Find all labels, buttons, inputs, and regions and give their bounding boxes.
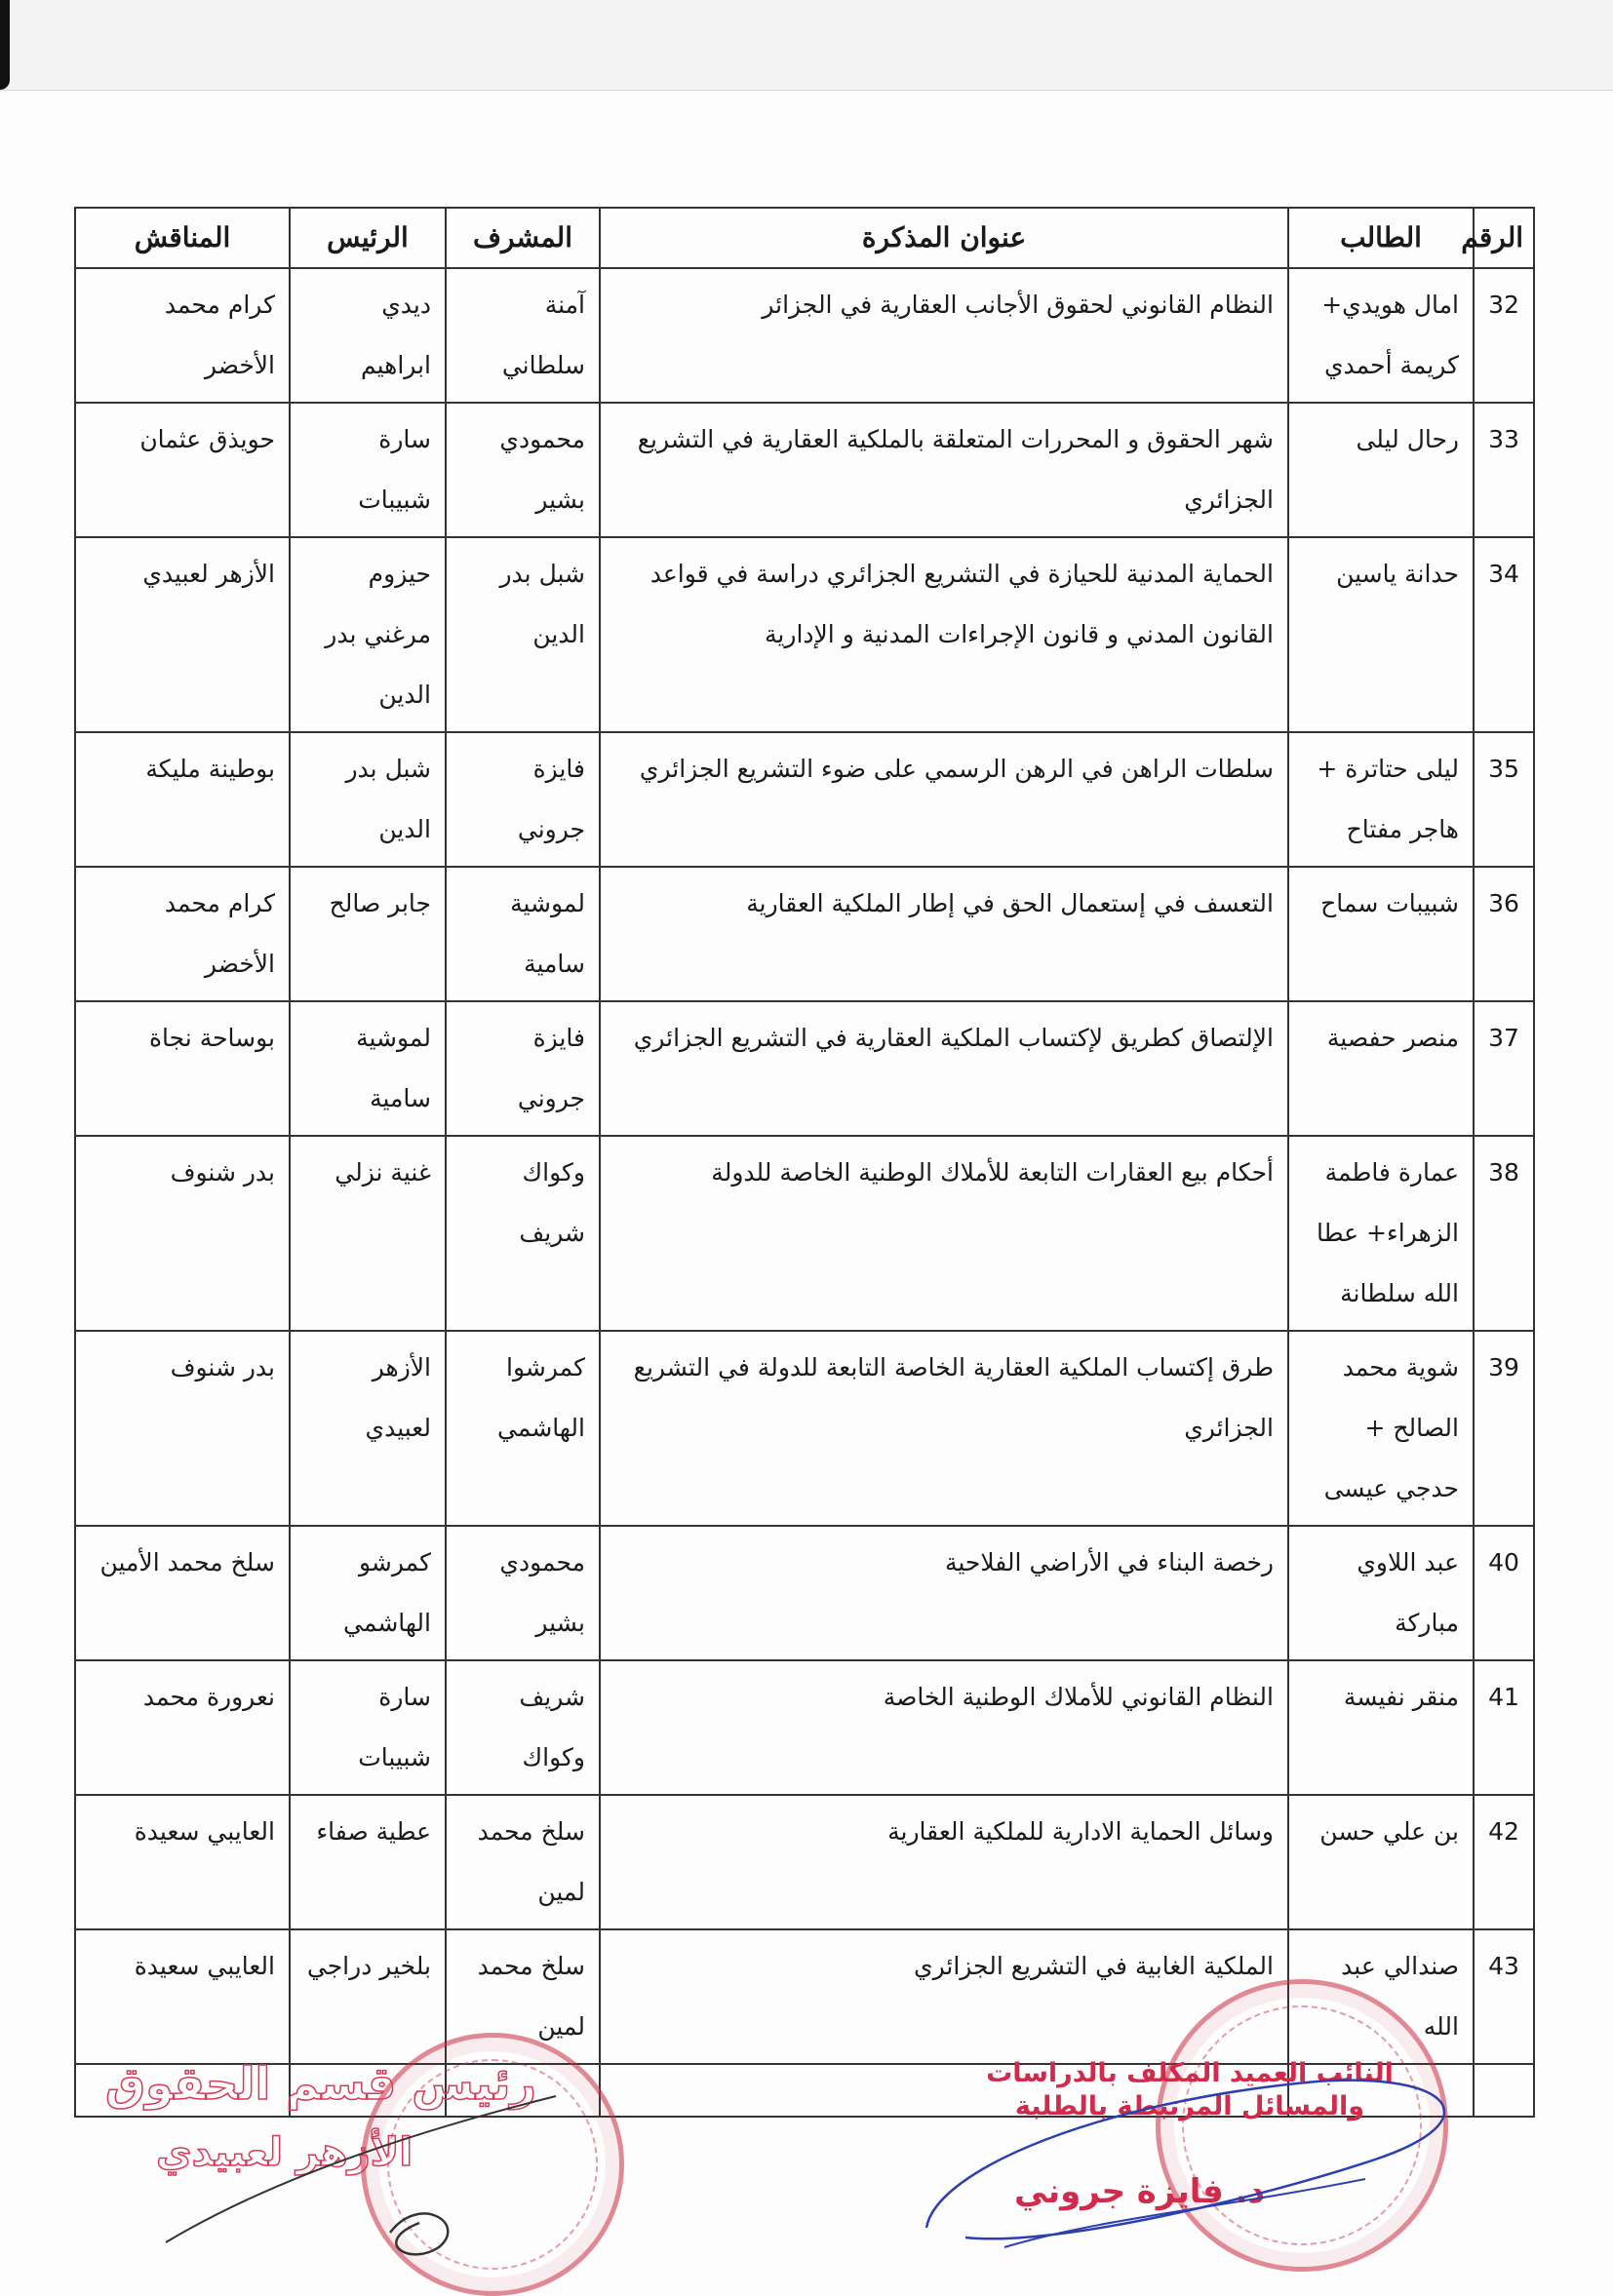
- header-supervisor: المشرف: [446, 208, 600, 268]
- student-name: صندالي عبد الله: [1288, 1929, 1474, 2064]
- student-name: شبيبات سماح: [1288, 867, 1474, 1001]
- table-row: [75, 1001, 1534, 1136]
- student-name: شوية محمد الصالح + حدجي عيسى: [1288, 1331, 1474, 1526]
- president-name: لموشية سامية: [290, 1001, 446, 1136]
- header-number: الرقم: [1474, 208, 1534, 268]
- table-row: [75, 867, 1534, 1001]
- supervisor-name: شبل بدر الدين: [446, 537, 600, 732]
- header-president: الرئيس: [290, 208, 446, 268]
- memo-title: رخصة البناء في الأراضي الفلاحية: [600, 1526, 1288, 1660]
- table-row: [75, 1660, 1534, 1795]
- table-row: [75, 732, 1534, 867]
- memo-title: النظام القانوني للأملاك الوطنية الخاصة: [600, 1660, 1288, 1795]
- supervisor-name: شريف وكواك: [446, 1660, 600, 1795]
- supervisor-name: فايزة جروني: [446, 732, 600, 867]
- row-number: 36: [1474, 867, 1534, 1001]
- student-name: عمارة فاطمة الزهراء+ عطا الله سلطانة: [1288, 1136, 1474, 1331]
- examiner-name: العايبي سعيدة: [75, 1929, 290, 2064]
- row-number: 35: [1474, 732, 1534, 867]
- row-number: 34: [1474, 537, 1534, 732]
- examiner-name: العايبي سعيدة: [75, 1795, 290, 1929]
- memo-title: شهر الحقوق و المحررات المتعلقة بالملكية العقارية في التشريع الجزائري: [600, 403, 1288, 537]
- header-student: الطالب: [1288, 208, 1474, 268]
- examiner-name: الأزهر لعبيدي: [75, 537, 290, 732]
- table-row: [75, 1136, 1534, 1331]
- vice-dean-signature: [907, 2043, 1492, 2277]
- vice-dean-name: د. فايزة جروني: [1014, 2172, 1266, 2211]
- memo-title: الحماية المدنية للحيازة في التشريع الجزائري دراسة في قواعد القانون المدني و قانون الإجراءات المدنية و الإدارية: [600, 537, 1288, 732]
- memo-title: وسائل الحماية الادارية للملكية العقارية: [600, 1795, 1288, 1929]
- examiner-name: نعرورة محمد: [75, 1660, 290, 1795]
- president-name: سارة شبيبات: [290, 1660, 446, 1795]
- examiner-name: بوساحة نجاة: [75, 1001, 290, 1136]
- row-number: 38: [1474, 1136, 1534, 1331]
- student-name: منصر حفصية: [1288, 1001, 1474, 1136]
- supervisor-name: آمنة سلطاني: [446, 268, 600, 403]
- examiner-name: بدر شنوف: [75, 1331, 290, 1526]
- president-name: شبل بدر الدين: [290, 732, 446, 867]
- president-name: الأزهر لعبيدي: [290, 1331, 446, 1526]
- student-name: امال هويدي+ كريمة أحمدي: [1288, 268, 1474, 403]
- examiner-name: سلخ محمد الأمين: [75, 1526, 290, 1660]
- memo-defense-table: [74, 207, 1535, 2118]
- student-name: رحال ليلى: [1288, 403, 1474, 537]
- examiner-name: بدر شنوف: [75, 1136, 290, 1331]
- student-name: عبد اللاوي مباركة: [1288, 1526, 1474, 1660]
- president-name: كمرشو الهاشمي: [290, 1526, 446, 1660]
- table-row: [75, 537, 1534, 732]
- president-name: حيزوم مرغني بدر الدين: [290, 537, 446, 732]
- president-name: سارة شبيبات: [290, 403, 446, 537]
- supervisor-name: سلخ محمد لمين: [446, 1929, 600, 2064]
- memo-title: أحكام بيع العقارات التابعة للأملاك الوطنية الخاصة للدولة: [600, 1136, 1288, 1331]
- scan-corner-mark: [0, 0, 10, 90]
- supervisor-name: سلخ محمد لمين: [446, 1795, 600, 1929]
- examiner-name: حويذق عثمان: [75, 403, 290, 537]
- supervisor-name: محمودي بشير: [446, 1526, 600, 1660]
- examiner-name: كرام محمد الأخضر: [75, 268, 290, 403]
- table-row: [75, 403, 1534, 537]
- supervisor-name: لموشية سامية: [446, 867, 600, 1001]
- memo-title: الملكية الغابية في التشريع الجزائري: [600, 1929, 1288, 2064]
- table-row: [75, 1795, 1534, 1929]
- scan-top-band: [0, 0, 1613, 91]
- row-number: 43: [1474, 1929, 1534, 2064]
- department-head-name: الأزهر لعبيدي: [156, 2130, 413, 2175]
- supervisor-name: فايزة جروني: [446, 1001, 600, 1136]
- row-number: 39: [1474, 1331, 1534, 1526]
- supervisor-name: كمرشوا الهاشمي: [446, 1331, 600, 1526]
- president-name: جابر صالح: [290, 867, 446, 1001]
- row-number: 40: [1474, 1526, 1534, 1660]
- header-title: عنوان المذكرة: [600, 208, 1288, 268]
- memo-title: الإلتصاق كطريق لإكتساب الملكية العقارية في التشريع الجزائري: [600, 1001, 1288, 1136]
- student-name: بن علي حسن: [1288, 1795, 1474, 1929]
- table-row: [75, 268, 1534, 403]
- examiner-name: كرام محمد الأخضر: [75, 867, 290, 1001]
- president-name: غنية نزلي: [290, 1136, 446, 1331]
- row-number: 32: [1474, 268, 1534, 403]
- supervisor-name: وكواك شريف: [446, 1136, 600, 1331]
- row-number: 41: [1474, 1660, 1534, 1795]
- table-row: [75, 1526, 1534, 1660]
- supervisor-name: محمودي بشير: [446, 403, 600, 537]
- department-head-signature: [146, 2077, 575, 2272]
- student-name: ليلى حتاترة + هاجر مفتاح: [1288, 732, 1474, 867]
- vice-dean-title: النائب العميد المكلف بالدراسات والمسائل المرتبطة بالطلبة: [986, 2058, 1394, 2121]
- table-header-row: [75, 208, 1534, 268]
- president-name: ديدي ابراهيم: [290, 268, 446, 403]
- row-number: 37: [1474, 1001, 1534, 1136]
- president-name: بلخير دراجي: [290, 1929, 446, 2064]
- examiner-name: بوطينة مليكة: [75, 732, 290, 867]
- president-name: عطية صفاء: [290, 1795, 446, 1929]
- memo-title: طرق إكتساب الملكية العقارية الخاصة التابعة للدولة في التشريع الجزائري: [600, 1331, 1288, 1526]
- row-number: 33: [1474, 403, 1534, 537]
- memo-title: التعسف في إستعمال الحق في إطار الملكية العقارية: [600, 867, 1288, 1001]
- student-name: منقر نفيسة: [1288, 1660, 1474, 1795]
- header-examiner: المناقش: [75, 208, 290, 268]
- row-number: 42: [1474, 1795, 1534, 1929]
- student-name: حدانة ياسين: [1288, 537, 1474, 732]
- memo-title: سلطات الراهن في الرهن الرسمي على ضوء التشريع الجزائري: [600, 732, 1288, 867]
- table-row: [75, 1331, 1534, 1526]
- memo-title: النظام القانوني لحقوق الأجانب العقارية في الجزائر: [600, 268, 1288, 403]
- department-head-title: رئيس قسم الحقوق: [105, 2057, 536, 2110]
